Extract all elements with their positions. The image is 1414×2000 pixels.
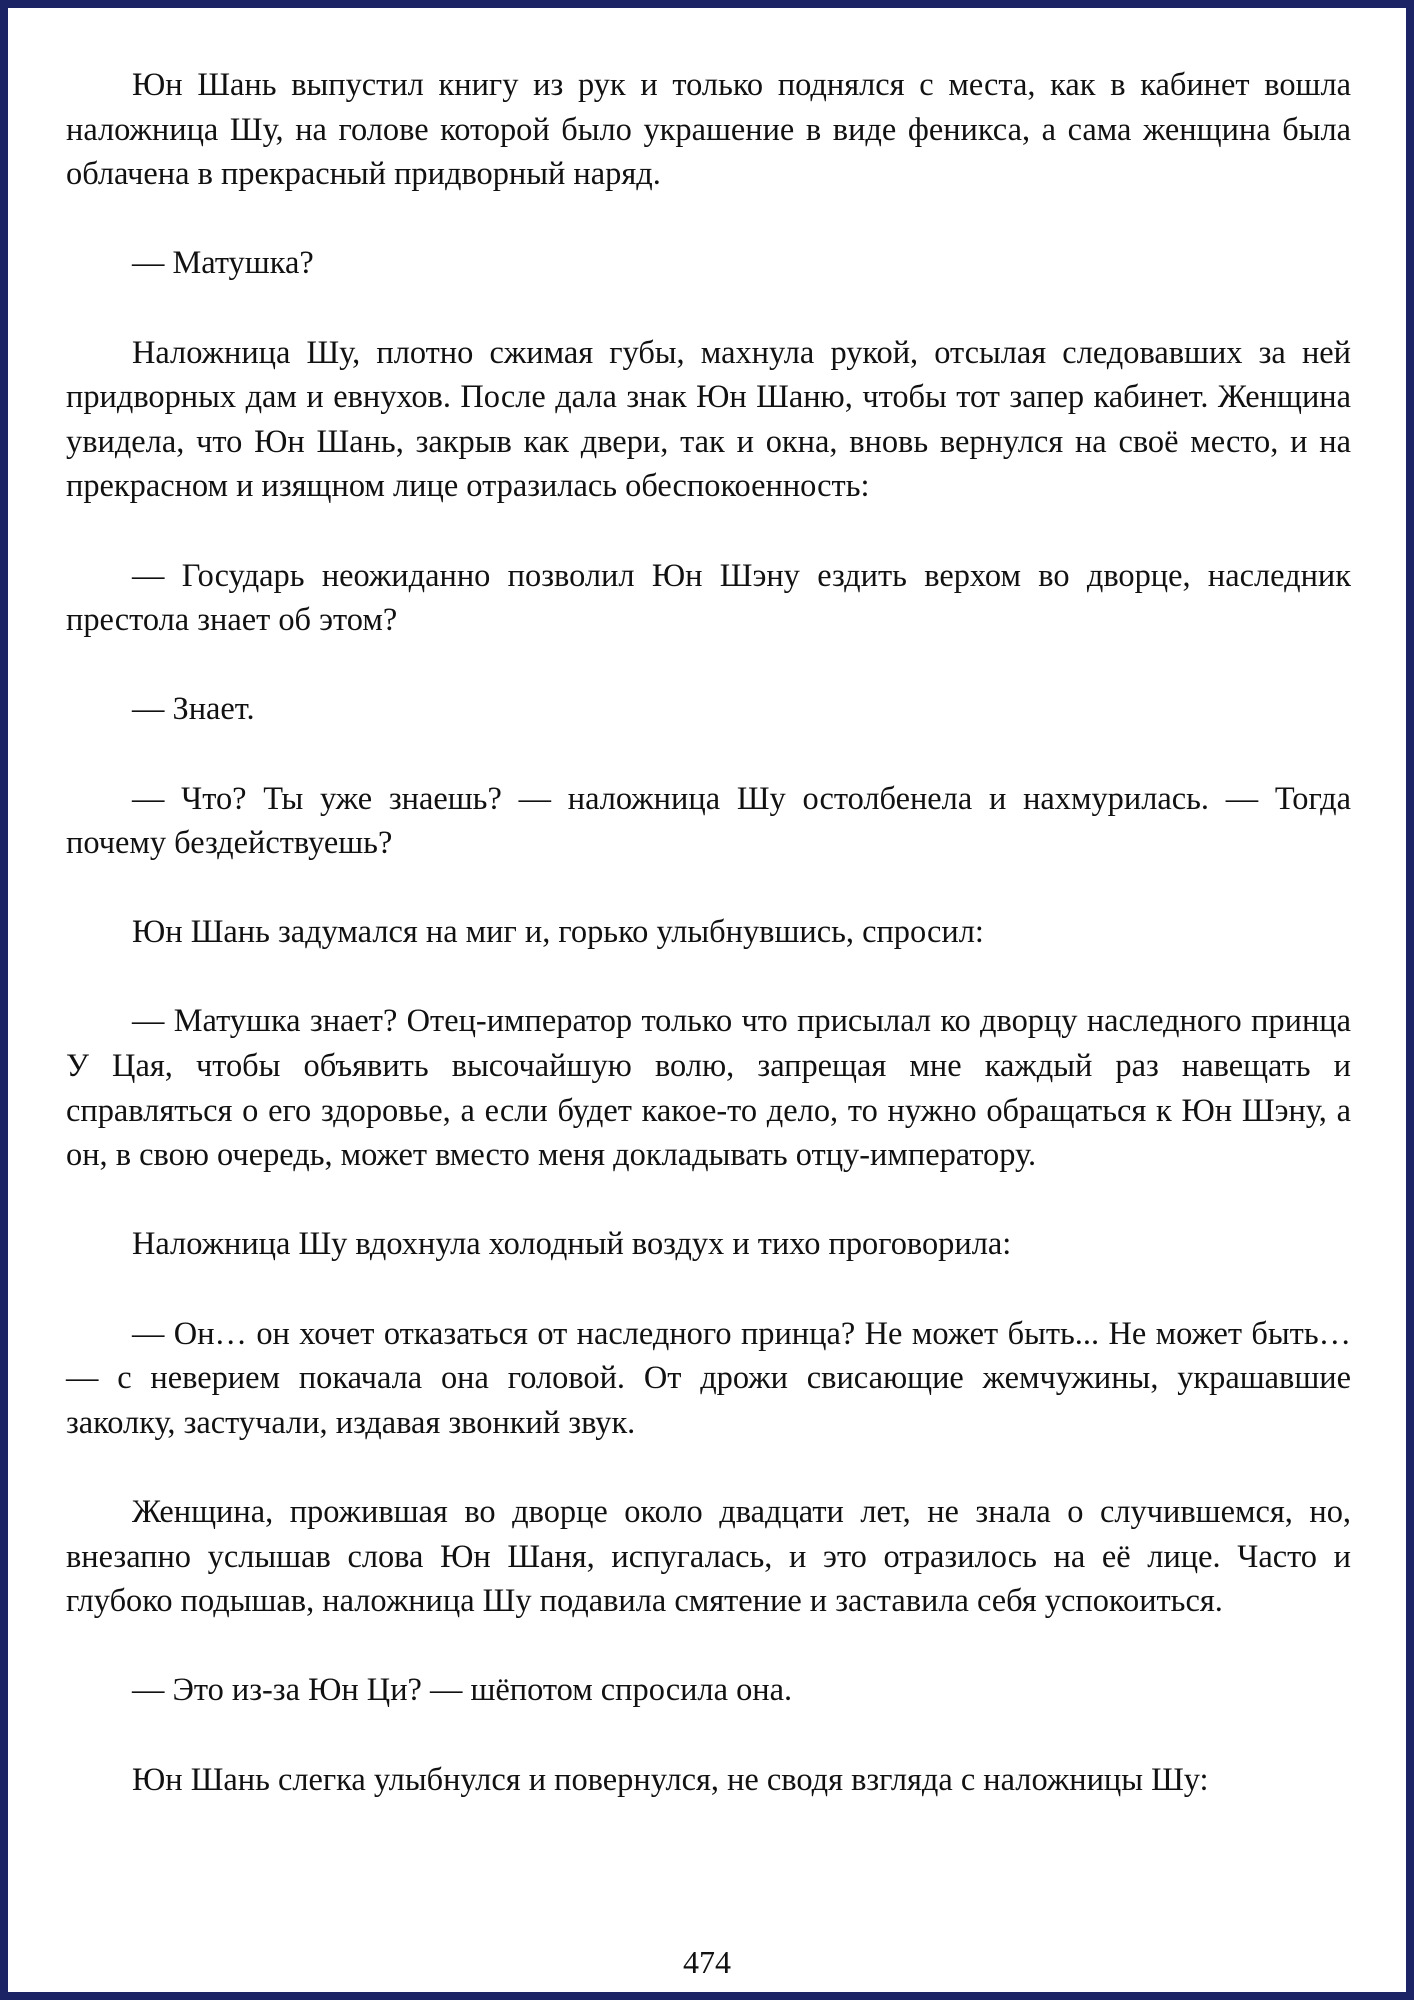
- paragraph-6: — Что? Ты уже знаешь? — наложница Шу остолбенела и нахмурилась. — Тогда почему бездействуешь?: [66, 780, 1351, 862]
- paragraph-13: Юн Шань слегка улыбнулся и повернулся, не сводя взгляда с наложницы Шу:: [132, 1761, 1209, 1798]
- page-number: 474: [683, 1944, 731, 1980]
- text-body: [66, 63, 1351, 1802]
- paragraph-3: Наложница Шу, плотно сжимая губы, махнула рукой, отсылая следовавших за ней придворных дам и евнухов. После дала знак Юн Шаню, чтобы тот запер кабинет. Женщина увидела, что Юн Шань, закрыв как двери, так и окна, вновь вернулся на своё место, и на прекрасном и изящном лице отразилась обеспокоенность:: [66, 334, 1351, 505]
- paragraph-12: — Это из-за Юн Ци? — шёпотом спросила она.: [132, 1672, 793, 1709]
- paragraph-9: Наложница Шу вдохнула холодный воздух и тихо проговорила:: [132, 1226, 1012, 1263]
- paragraph-4: — Государь неожиданно позволил Юн Шэну ездить верхом во дворце, наследник престола знает об этом?: [66, 557, 1351, 639]
- paragraph-2: — Матушка?: [132, 245, 314, 282]
- paragraph-1: Юн Шань выпустил книгу из рук и только поднялся с места, как в кабинет вошла наложница Шу, на голове которой было украшение в виде феникса, а сама женщина была облачена в прекрасный придворный наряд.: [66, 67, 1351, 193]
- paragraph-5: — Знает.: [132, 691, 255, 728]
- paragraph-11: Женщина, прожившая во дворце около двадцати лет, не знала о случившемся, но, внезапно услышав слова Юн Шаня, испугалась, и это отразилось на её лице. Часто и глубоко подышав, наложница Шу подавила смятение и заставила себя успокоиться.: [66, 1494, 1351, 1620]
- paragraph-10: — Он… он хочет отказаться от наследного принца? Не может быть... Не может быть… — с неверием покачала она головой. От дрожи свисающие жемчужины, украшавшие заколку, застучали, издавая звонкий звук.: [66, 1315, 1351, 1441]
- paragraph-8: — Матушка знает? Отец-император только что присылал ко дворцу наследного принца У Цая, чтобы объявить высочайшую волю, запрещая мне каждый раз навещать и справляться о его здоровье, а если будет какое-то дело, то нужно обращаться к Юн Шэну, а он, в свою очередь, может вместо меня докладывать отцу-императору.: [66, 1003, 1351, 1174]
- paragraph-7: Юн Шань задумался на миг и, горько улыбнувшись, спросил:: [132, 914, 984, 951]
